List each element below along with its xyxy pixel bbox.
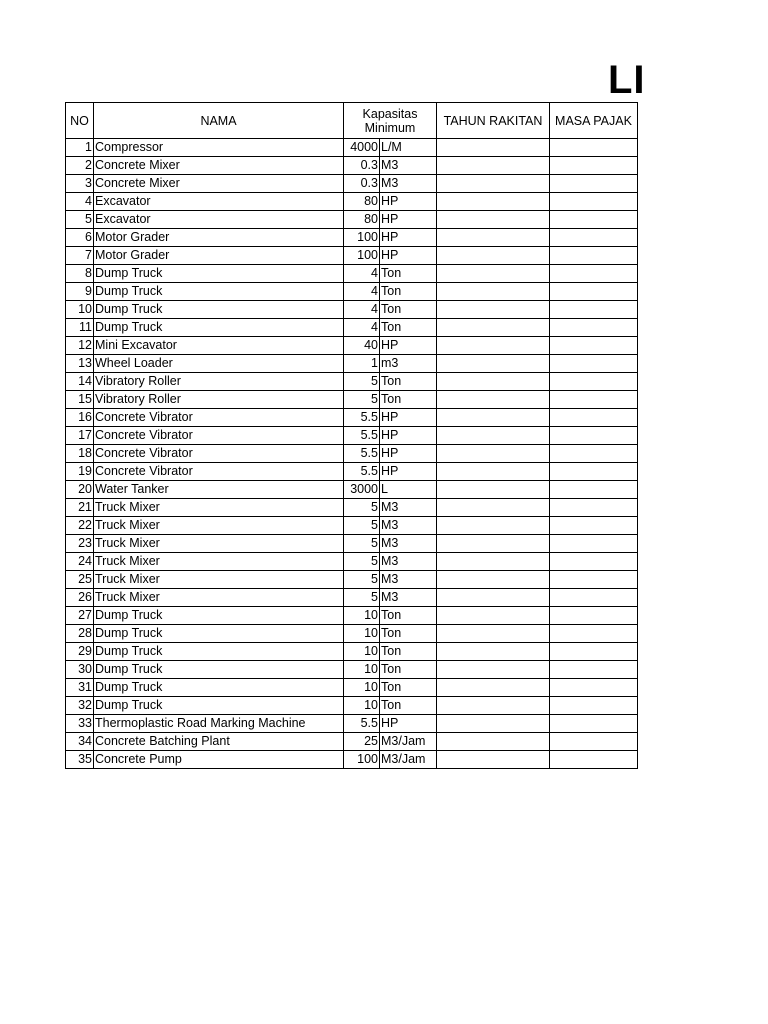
cell-nama: Dump Truck	[94, 661, 344, 679]
cell-no: 10	[66, 301, 94, 319]
cell-kapasitas-value: 5.5	[344, 715, 380, 733]
cell-no: 28	[66, 625, 94, 643]
table-row	[66, 571, 638, 589]
cell-masa-pajak	[550, 481, 638, 499]
cell-kapasitas-unit: Ton	[380, 679, 437, 697]
cell-tahun-rakitan	[437, 607, 550, 625]
cell-kapasitas-value: 100	[344, 751, 380, 769]
cell-kapasitas-value: 5	[344, 499, 380, 517]
cell-kapasitas-unit: HP	[380, 445, 437, 463]
table-row	[66, 355, 638, 373]
cell-tahun-rakitan	[437, 427, 550, 445]
cell-masa-pajak	[550, 535, 638, 553]
cell-nama: Thermoplastic Road Marking Machine	[94, 715, 344, 733]
cell-no: 11	[66, 319, 94, 337]
cell-masa-pajak	[550, 211, 638, 229]
cell-nama: Excavator	[94, 211, 344, 229]
cell-kapasitas-value: 10	[344, 679, 380, 697]
cell-kapasitas-value: 0.3	[344, 157, 380, 175]
table-row	[66, 283, 638, 301]
cell-kapasitas-unit: HP	[380, 409, 437, 427]
cell-masa-pajak	[550, 319, 638, 337]
cell-masa-pajak	[550, 355, 638, 373]
cell-kapasitas-unit: M3	[380, 535, 437, 553]
cell-no: 12	[66, 337, 94, 355]
table-row	[66, 229, 638, 247]
cell-kapasitas-value: 80	[344, 193, 380, 211]
cell-tahun-rakitan	[437, 499, 550, 517]
cell-no: 16	[66, 409, 94, 427]
table-header-row	[66, 103, 638, 139]
cell-kapasitas-value: 4	[344, 319, 380, 337]
cell-masa-pajak	[550, 499, 638, 517]
cell-no: 34	[66, 733, 94, 751]
cell-tahun-rakitan	[437, 589, 550, 607]
cell-masa-pajak	[550, 157, 638, 175]
cell-masa-pajak	[550, 625, 638, 643]
cell-nama: Concrete Batching Plant	[94, 733, 344, 751]
cell-masa-pajak	[550, 571, 638, 589]
cell-nama: Truck Mixer	[94, 517, 344, 535]
cell-no: 18	[66, 445, 94, 463]
table-row	[66, 193, 638, 211]
cell-masa-pajak	[550, 247, 638, 265]
cell-masa-pajak	[550, 193, 638, 211]
cell-nama: Excavator	[94, 193, 344, 211]
table-row	[66, 301, 638, 319]
cell-no: 14	[66, 373, 94, 391]
table-row	[66, 535, 638, 553]
cell-tahun-rakitan	[437, 661, 550, 679]
cell-masa-pajak	[550, 589, 638, 607]
cell-nama: Dump Truck	[94, 643, 344, 661]
cell-kapasitas-unit: Ton	[380, 697, 437, 715]
cell-kapasitas-value: 0.3	[344, 175, 380, 193]
cell-no: 23	[66, 535, 94, 553]
cell-kapasitas-value: 10	[344, 697, 380, 715]
cell-masa-pajak	[550, 517, 638, 535]
cell-nama: Truck Mixer	[94, 589, 344, 607]
cell-tahun-rakitan	[437, 391, 550, 409]
cell-kapasitas-value: 5	[344, 373, 380, 391]
cell-kapasitas-unit: HP	[380, 463, 437, 481]
cell-tahun-rakitan	[437, 229, 550, 247]
cell-tahun-rakitan	[437, 247, 550, 265]
cell-tahun-rakitan	[437, 697, 550, 715]
cell-no: 20	[66, 481, 94, 499]
table-row	[66, 409, 638, 427]
table-row	[66, 319, 638, 337]
cell-masa-pajak	[550, 445, 638, 463]
cell-no: 4	[66, 193, 94, 211]
cell-tahun-rakitan	[437, 265, 550, 283]
cell-kapasitas-value: 4	[344, 283, 380, 301]
cell-kapasitas-unit: Ton	[380, 373, 437, 391]
cell-kapasitas-value: 4	[344, 265, 380, 283]
cell-masa-pajak	[550, 463, 638, 481]
cell-kapasitas-unit: m3	[380, 355, 437, 373]
cell-nama: Wheel Loader	[94, 355, 344, 373]
table-row	[66, 589, 638, 607]
cell-tahun-rakitan	[437, 193, 550, 211]
cell-tahun-rakitan	[437, 535, 550, 553]
cell-no: 1	[66, 139, 94, 157]
cell-tahun-rakitan	[437, 319, 550, 337]
cell-tahun-rakitan	[437, 463, 550, 481]
cell-kapasitas-unit: Ton	[380, 391, 437, 409]
cell-kapasitas-unit: Ton	[380, 625, 437, 643]
cell-masa-pajak	[550, 607, 638, 625]
cell-no: 5	[66, 211, 94, 229]
equipment-table	[65, 102, 638, 769]
cell-nama: Concrete Vibrator	[94, 409, 344, 427]
cell-kapasitas-unit: Ton	[380, 643, 437, 661]
cell-nama: Dump Truck	[94, 679, 344, 697]
cell-no: 8	[66, 265, 94, 283]
cell-no: 19	[66, 463, 94, 481]
cell-nama: Concrete Vibrator	[94, 445, 344, 463]
cell-kapasitas-value: 10	[344, 607, 380, 625]
table-row	[66, 697, 638, 715]
cell-kapasitas-unit: HP	[380, 229, 437, 247]
cell-nama: Dump Truck	[94, 697, 344, 715]
cell-kapasitas-value: 4000	[344, 139, 380, 157]
cell-masa-pajak	[550, 175, 638, 193]
cell-no: 15	[66, 391, 94, 409]
table-row	[66, 625, 638, 643]
cell-nama: Dump Truck	[94, 625, 344, 643]
cell-masa-pajak	[550, 679, 638, 697]
table-row	[66, 139, 638, 157]
cell-nama: Dump Truck	[94, 283, 344, 301]
cell-kapasitas-value: 5.5	[344, 409, 380, 427]
cell-masa-pajak	[550, 139, 638, 157]
table-row	[66, 715, 638, 733]
cell-kapasitas-unit: M3	[380, 157, 437, 175]
header-tahun-rakitan: TAHUN RAKITAN	[437, 103, 550, 139]
cell-nama: Concrete Vibrator	[94, 427, 344, 445]
cell-kapasitas-value: 10	[344, 625, 380, 643]
cell-tahun-rakitan	[437, 643, 550, 661]
cell-tahun-rakitan	[437, 571, 550, 589]
cell-nama: Vibratory Roller	[94, 373, 344, 391]
table-row	[66, 211, 638, 229]
cell-masa-pajak	[550, 643, 638, 661]
table-row	[66, 391, 638, 409]
cell-kapasitas-value: 10	[344, 643, 380, 661]
cell-kapasitas-unit: HP	[380, 715, 437, 733]
cell-tahun-rakitan	[437, 445, 550, 463]
cell-no: 13	[66, 355, 94, 373]
cell-nama: Dump Truck	[94, 319, 344, 337]
cell-masa-pajak	[550, 283, 638, 301]
table-row	[66, 175, 638, 193]
cell-kapasitas-unit: L	[380, 481, 437, 499]
header-kapasitas-line1: Kapasitas	[362, 106, 418, 121]
cell-tahun-rakitan	[437, 283, 550, 301]
table-row	[66, 607, 638, 625]
cell-nama: Compressor	[94, 139, 344, 157]
cell-tahun-rakitan	[437, 157, 550, 175]
cell-kapasitas-unit: M3	[380, 175, 437, 193]
cell-tahun-rakitan	[437, 409, 550, 427]
cell-kapasitas-unit: HP	[380, 211, 437, 229]
cell-kapasitas-value: 5.5	[344, 427, 380, 445]
table-row	[66, 337, 638, 355]
cell-masa-pajak	[550, 391, 638, 409]
cell-tahun-rakitan	[437, 751, 550, 769]
cell-masa-pajak	[550, 733, 638, 751]
table-row	[66, 157, 638, 175]
cell-nama: Mini Excavator	[94, 337, 344, 355]
cell-kapasitas-unit: HP	[380, 247, 437, 265]
cell-kapasitas-unit: Ton	[380, 661, 437, 679]
cell-kapasitas-value: 5	[344, 553, 380, 571]
table-row	[66, 445, 638, 463]
cell-kapasitas-value: 25	[344, 733, 380, 751]
header-kapasitas	[344, 103, 437, 139]
page-title: LI	[608, 58, 646, 102]
cell-kapasitas-value: 5	[344, 589, 380, 607]
cell-nama: Motor Grader	[94, 247, 344, 265]
cell-masa-pajak	[550, 661, 638, 679]
cell-kapasitas-unit: M3	[380, 499, 437, 517]
cell-no: 31	[66, 679, 94, 697]
cell-no: 3	[66, 175, 94, 193]
cell-no: 29	[66, 643, 94, 661]
cell-nama: Truck Mixer	[94, 571, 344, 589]
cell-no: 6	[66, 229, 94, 247]
cell-kapasitas-unit: HP	[380, 337, 437, 355]
cell-kapasitas-unit: L/M	[380, 139, 437, 157]
cell-tahun-rakitan	[437, 373, 550, 391]
cell-kapasitas-unit: M3	[380, 589, 437, 607]
cell-kapasitas-unit: M3	[380, 571, 437, 589]
header-masa-pajak: MASA PAJAK	[550, 103, 638, 139]
cell-masa-pajak	[550, 715, 638, 733]
cell-masa-pajak	[550, 301, 638, 319]
cell-kapasitas-value: 100	[344, 247, 380, 265]
table-row	[66, 265, 638, 283]
table-row	[66, 481, 638, 499]
cell-tahun-rakitan	[437, 679, 550, 697]
cell-tahun-rakitan	[437, 175, 550, 193]
cell-nama: Dump Truck	[94, 301, 344, 319]
table-row	[66, 463, 638, 481]
cell-kapasitas-value: 3000	[344, 481, 380, 499]
header-kapasitas-line2: Minimum	[364, 120, 416, 135]
cell-no: 24	[66, 553, 94, 571]
table-row	[66, 751, 638, 769]
cell-nama: Concrete Vibrator	[94, 463, 344, 481]
cell-kapasitas-unit: M3/Jam	[380, 733, 437, 751]
cell-masa-pajak	[550, 229, 638, 247]
cell-kapasitas-value: 10	[344, 661, 380, 679]
cell-masa-pajak	[550, 553, 638, 571]
table-row	[66, 679, 638, 697]
cell-nama: Concrete Mixer	[94, 175, 344, 193]
cell-no: 22	[66, 517, 94, 535]
cell-masa-pajak	[550, 265, 638, 283]
cell-nama: Vibratory Roller	[94, 391, 344, 409]
table-row	[66, 373, 638, 391]
cell-tahun-rakitan	[437, 481, 550, 499]
cell-masa-pajak	[550, 409, 638, 427]
cell-no: 25	[66, 571, 94, 589]
cell-no: 33	[66, 715, 94, 733]
cell-nama: Water Tanker	[94, 481, 344, 499]
cell-kapasitas-value: 5	[344, 517, 380, 535]
cell-masa-pajak	[550, 337, 638, 355]
table-row	[66, 247, 638, 265]
cell-no: 32	[66, 697, 94, 715]
cell-kapasitas-unit: Ton	[380, 607, 437, 625]
cell-no: 9	[66, 283, 94, 301]
cell-kapasitas-value: 5	[344, 571, 380, 589]
cell-tahun-rakitan	[437, 139, 550, 157]
cell-kapasitas-value: 4	[344, 301, 380, 319]
cell-no: 21	[66, 499, 94, 517]
cell-kapasitas-value: 5.5	[344, 445, 380, 463]
cell-kapasitas-unit: Ton	[380, 265, 437, 283]
cell-nama: Truck Mixer	[94, 553, 344, 571]
cell-kapasitas-unit: Ton	[380, 301, 437, 319]
cell-no: 30	[66, 661, 94, 679]
table-row	[66, 517, 638, 535]
table-row	[66, 643, 638, 661]
header-nama: NAMA	[94, 103, 344, 139]
cell-kapasitas-value: 40	[344, 337, 380, 355]
header-no: NO	[66, 103, 94, 139]
cell-kapasitas-unit: HP	[380, 427, 437, 445]
cell-no: 27	[66, 607, 94, 625]
cell-kapasitas-unit: Ton	[380, 283, 437, 301]
cell-masa-pajak	[550, 427, 638, 445]
cell-kapasitas-value: 100	[344, 229, 380, 247]
cell-tahun-rakitan	[437, 625, 550, 643]
cell-kapasitas-value: 5.5	[344, 463, 380, 481]
cell-tahun-rakitan	[437, 553, 550, 571]
table-row	[66, 661, 638, 679]
cell-tahun-rakitan	[437, 337, 550, 355]
cell-tahun-rakitan	[437, 211, 550, 229]
table-body	[66, 139, 638, 769]
cell-masa-pajak	[550, 697, 638, 715]
cell-masa-pajak	[550, 751, 638, 769]
cell-no: 26	[66, 589, 94, 607]
table-row	[66, 553, 638, 571]
table-row	[66, 499, 638, 517]
cell-nama: Concrete Mixer	[94, 157, 344, 175]
cell-no: 7	[66, 247, 94, 265]
cell-nama: Truck Mixer	[94, 499, 344, 517]
cell-kapasitas-unit: M3	[380, 517, 437, 535]
table-row	[66, 427, 638, 445]
table-row	[66, 733, 638, 751]
cell-no: 17	[66, 427, 94, 445]
cell-kapasitas-unit: M3/Jam	[380, 751, 437, 769]
cell-nama: Concrete Pump	[94, 751, 344, 769]
cell-kapasitas-value: 80	[344, 211, 380, 229]
cell-tahun-rakitan	[437, 301, 550, 319]
cell-tahun-rakitan	[437, 355, 550, 373]
cell-nama: Truck Mixer	[94, 535, 344, 553]
cell-nama: Dump Truck	[94, 607, 344, 625]
cell-nama: Motor Grader	[94, 229, 344, 247]
cell-kapasitas-unit: Ton	[380, 319, 437, 337]
cell-kapasitas-value: 5	[344, 391, 380, 409]
cell-nama: Dump Truck	[94, 265, 344, 283]
cell-tahun-rakitan	[437, 715, 550, 733]
cell-masa-pajak	[550, 373, 638, 391]
cell-kapasitas-unit: HP	[380, 193, 437, 211]
cell-kapasitas-value: 1	[344, 355, 380, 373]
cell-no: 2	[66, 157, 94, 175]
cell-kapasitas-unit: M3	[380, 553, 437, 571]
cell-tahun-rakitan	[437, 517, 550, 535]
cell-tahun-rakitan	[437, 733, 550, 751]
cell-no: 35	[66, 751, 94, 769]
cell-kapasitas-value: 5	[344, 535, 380, 553]
